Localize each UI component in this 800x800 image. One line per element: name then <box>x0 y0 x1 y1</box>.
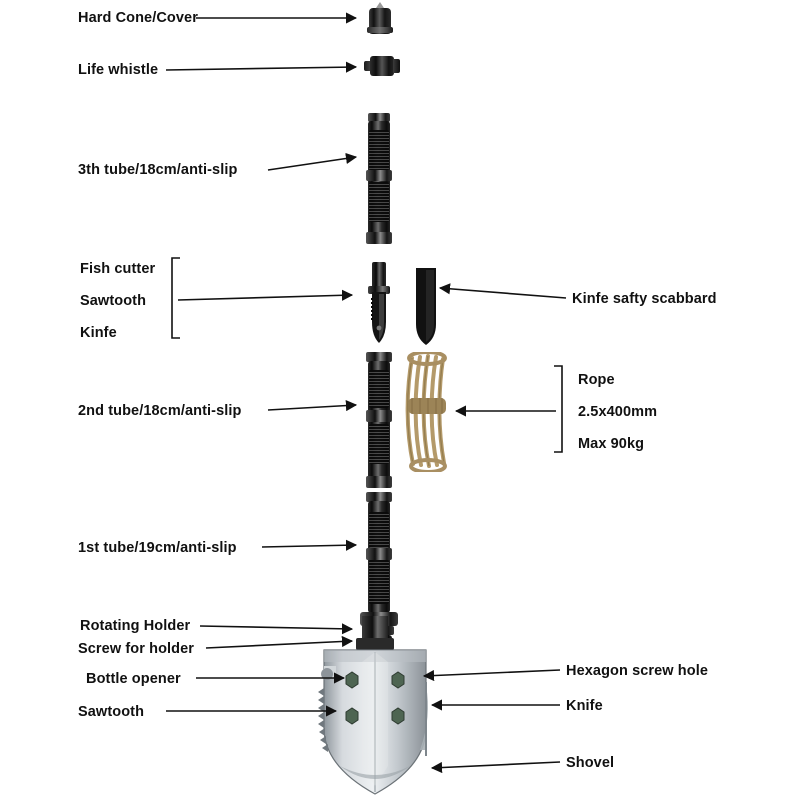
part-shovel-head <box>300 616 450 796</box>
label-hexagon-screw-hole: Hexagon screw hole <box>566 663 709 679</box>
label-knife-safety-scabbard: Kinfe safty scabbard <box>572 291 717 307</box>
whistle-cap <box>393 59 400 73</box>
label-sawtooth-blade: Sawtooth <box>78 704 145 720</box>
second-tube-grip-lower <box>369 424 389 464</box>
second-tube-mid-collar <box>366 410 392 422</box>
label-rope-size: 2.5x400mm <box>578 404 658 420</box>
first-tube-grip-upper <box>369 512 389 548</box>
part-rope-coil <box>404 352 450 472</box>
label-knife: Kinfe <box>80 325 117 341</box>
label-knife-right: Knife <box>566 698 603 714</box>
third-tube-mid-collar <box>366 170 392 181</box>
second-tube-grip-upper <box>369 370 389 408</box>
first-tube-grip-lower <box>369 560 389 604</box>
label-third-tube: 3th tube/18cm/anti-slip <box>78 162 238 178</box>
label-screw-for-holder: Screw for holder <box>78 641 195 657</box>
label-sawtooth-knife: Sawtooth <box>80 293 147 309</box>
third-tube-bottom-collar <box>366 232 392 244</box>
first-tube-mid-collar <box>366 548 392 560</box>
label-life-whistle: Life whistle <box>78 62 159 78</box>
label-fish-cutter: Fish cutter <box>80 261 156 277</box>
label-hard-cone-cover: Hard Cone/Cover <box>78 10 198 26</box>
label-first-tube: 1st tube/19cm/anti-slip <box>78 540 237 556</box>
second-tube-bottom-collar <box>366 476 392 488</box>
label-shovel: Shovel <box>566 755 615 771</box>
label-second-tube: 2nd tube/18cm/anti-slip <box>78 403 242 419</box>
knife-blade <box>362 292 396 344</box>
label-rope-max-load: Max 90kg <box>578 436 645 452</box>
label-rotating-holder: Rotating Holder <box>80 618 191 634</box>
label-rope-name: Rope <box>578 372 615 388</box>
knife-shaft <box>372 262 386 288</box>
part-knife-safety-scabbard <box>413 268 439 346</box>
cone-ring <box>367 27 393 33</box>
label-bottle-opener: Bottle opener <box>86 671 181 687</box>
third-tube-grip-lower <box>369 182 389 222</box>
whistle-body <box>370 56 394 76</box>
third-tube-grip-upper <box>369 130 389 170</box>
